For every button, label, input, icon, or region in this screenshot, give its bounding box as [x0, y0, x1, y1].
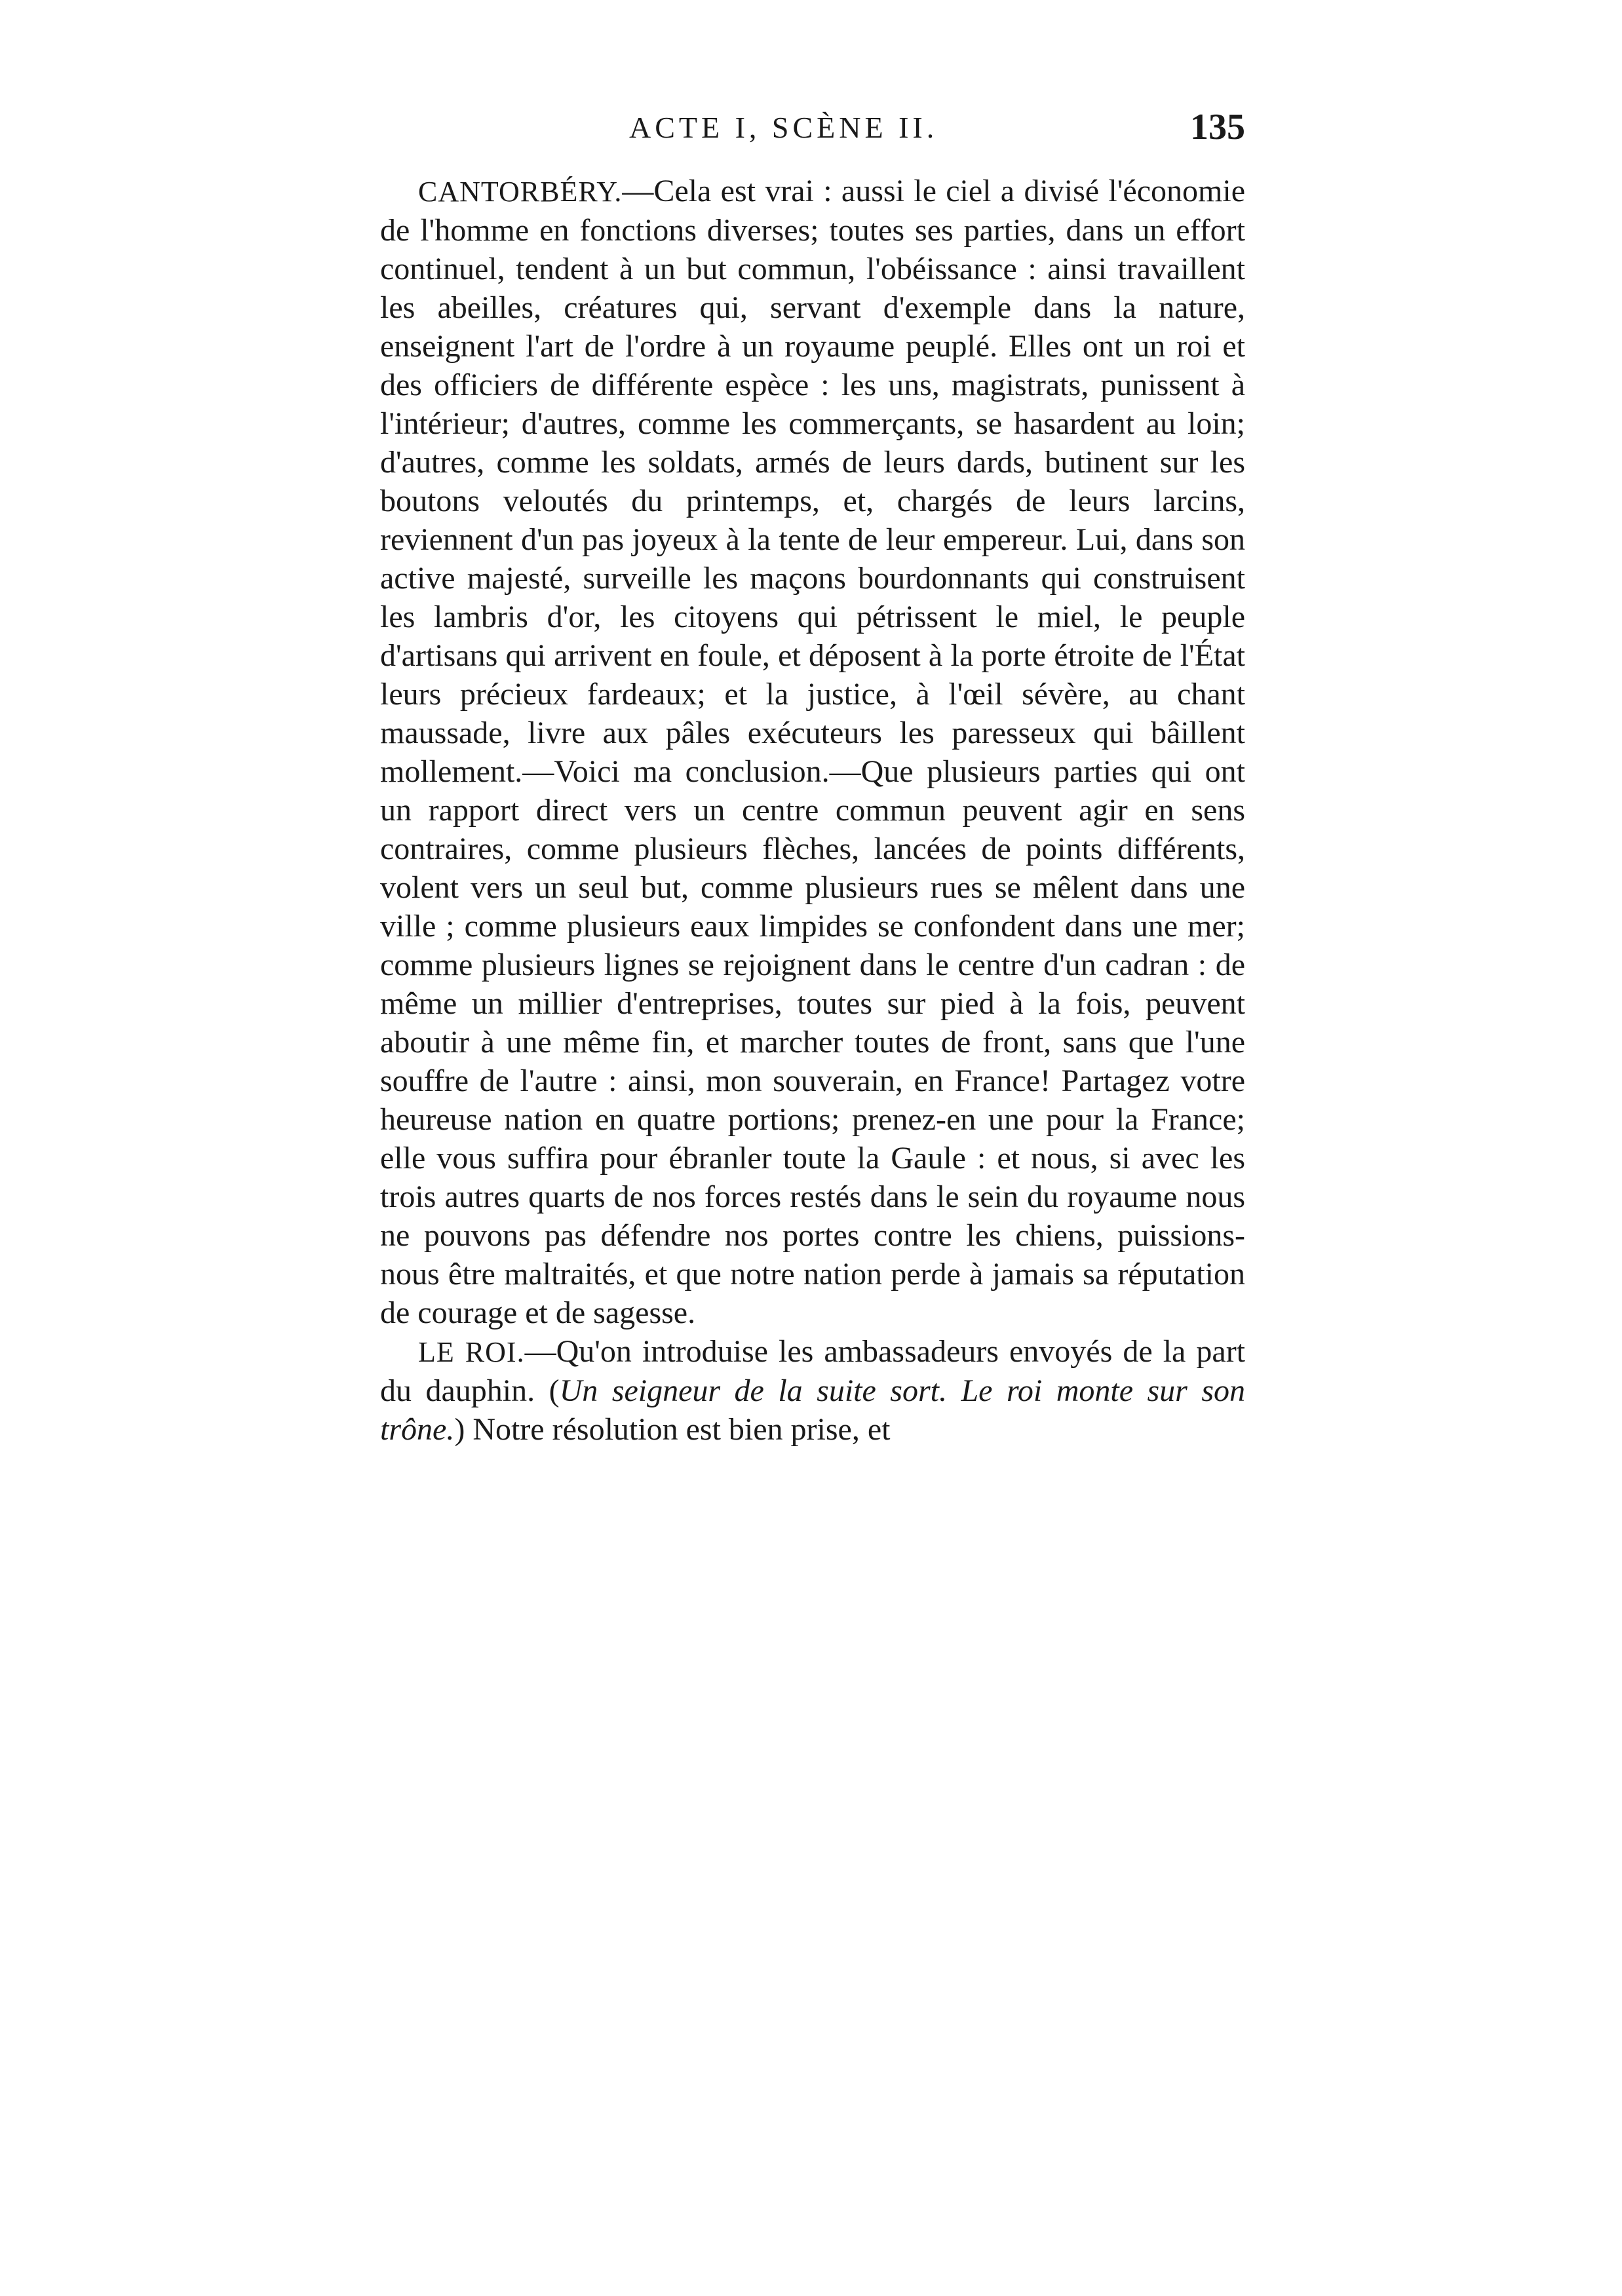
speaker-name: CANTORBÉRY.: [418, 176, 623, 208]
speech-text-continued: ) Notre résolution est bien prise, et: [454, 1412, 891, 1447]
body-text: [380, 172, 1245, 1449]
running-head: [380, 107, 1245, 163]
page-number: 135: [1190, 107, 1245, 147]
speech-cantorbery: [380, 172, 1245, 1332]
speech-text: —Qu'on introduise les ambassadeurs envoyés de la part du dauphin. (: [380, 1334, 1246, 1408]
stage-direction: Un seigneur de la suite sort. Le roi monte sur son trône.: [380, 1373, 1246, 1447]
speech-text: —Cela est vrai : aussi le ciel a divisé l'économie de l'homme en fonctions diverses; toutes ses parties, dans un effort continuel, tendent à un but commun, l'obéissance : ainsi travaillent les abeilles, créatures qui, servant d'exemple dans la nature, enseignent l'art de l'ordre à un royaume peuplé. Elles ont un roi et des officiers de différente espèce : les uns, magistrats, punissent à l'intérieur; d'autres, comme les commerçants, se hasardent au loin; d'autres, comme les soldats, armés de leurs dards, butinent sur les boutons veloutés du printemps, et, chargés de leurs larcins, reviennent d'un pas joyeux à la tente de leur empereur. Lui, dans son active majesté, surveille les maçons bourdonnants qui construisent les lambris d'or, les citoyens qui pétrissent le miel, le peuple d'artisans qui arrivent en foule, et déposent à la porte étroite de l'État leurs précieux fardeaux; et la justice, à l'œil sévère, au chant maussade, livre aux pâles exécuteurs les paresseux qui bâillent mollement.—Voici ma conclusion.—Que plusieurs parties qui ont un rapport direct vers un centre commun peuvent agir en sens contraires, comme plusieurs flèches, lancées de points différents, volent vers un seul but, comme plusieurs rues se mêlent dans une ville ; comme plusieurs eaux limpides se confondent dans une mer; comme plusieurs lignes se rejoignent dans le centre d'un cadran : de même un millier d'entreprises, toutes sur pied à la fois, peuvent aboutir à une même fin, et marcher toutes de front, sans que l'une souffre de l'autre : ainsi, mon souverain, en France! Partagez votre heureuse nation en quatre portions; prenez-en une pour la France; elle vous suffira pour ébranler toute la Gaule : et nous, si avec les trois autres quarts de nos forces restés dans le sein du royaume nous ne pouvons pas défendre nos portes contre les chiens, puissions-nous être maltraités, et que notre nation perde à jamais sa réputation de courage et de sagesse.: [380, 174, 1245, 1330]
speech-le-roi: [380, 1332, 1245, 1449]
speaker-name: LE ROI.: [418, 1336, 525, 1368]
running-title: ACTE I, SCÈNE II.: [629, 111, 938, 144]
